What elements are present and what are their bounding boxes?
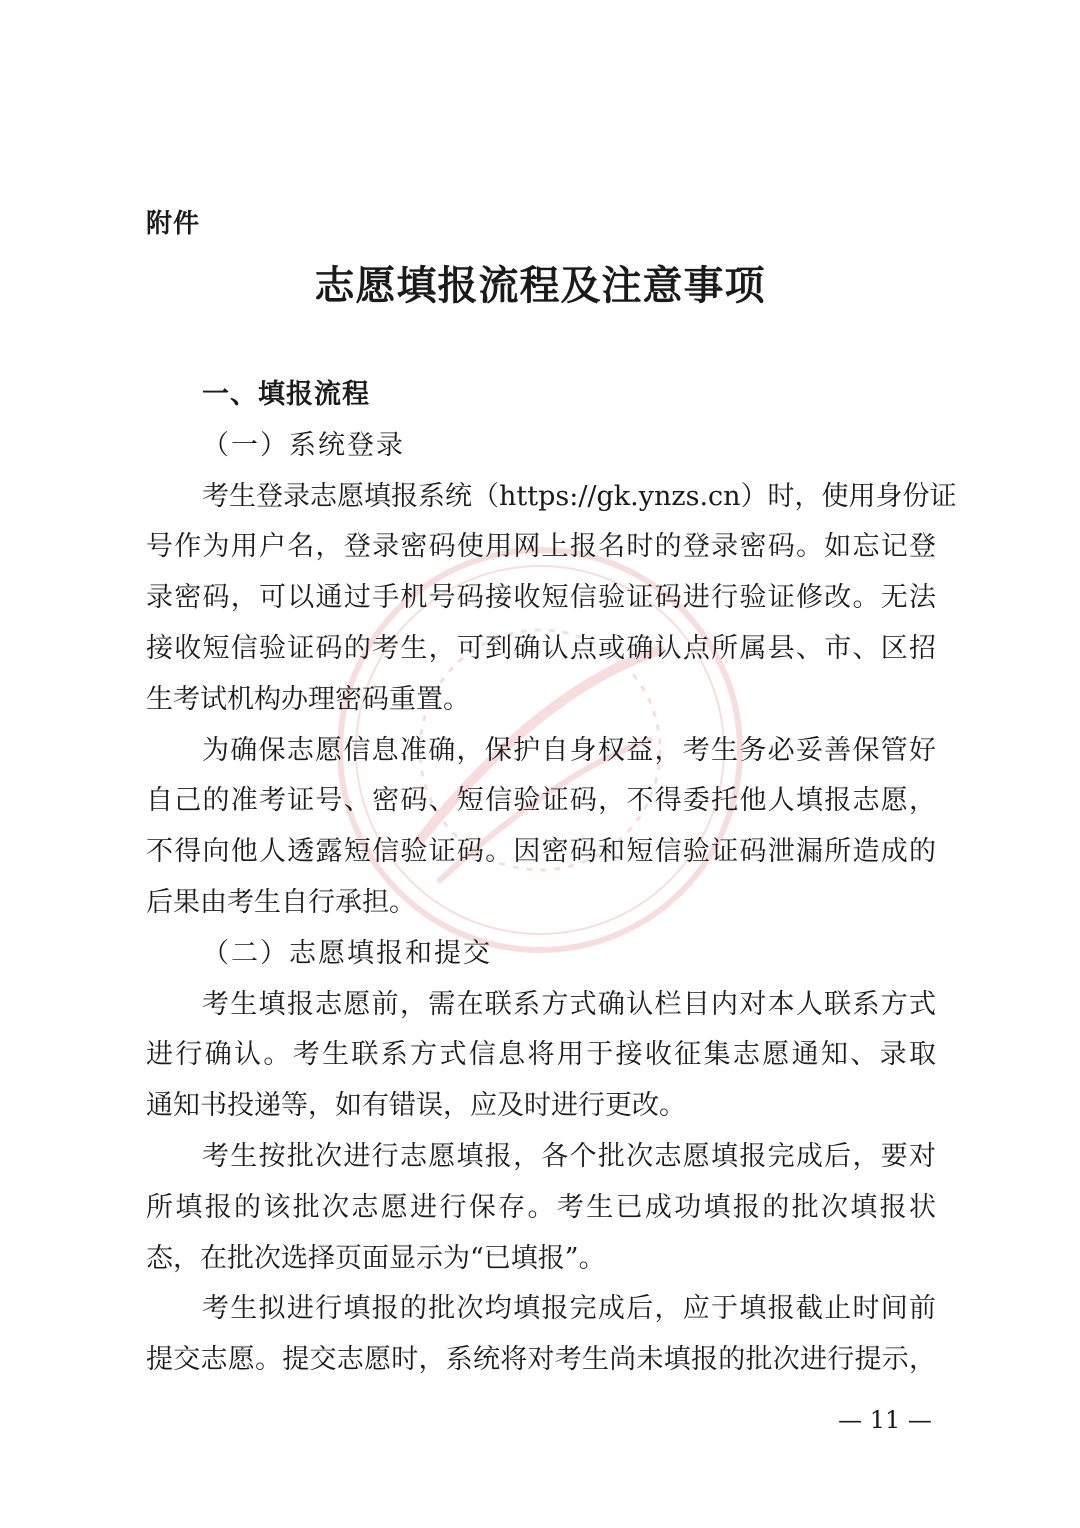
paragraph-line: 自己的准考证号、密码、短信验证码，不得委托他人填报志愿， <box>146 785 936 817</box>
paragraph-line: 考生按批次进行志愿填报，各个批次志愿填报完成后，要对 <box>202 1140 936 1172</box>
paragraph-line: 不得向他人透露短信验证码。因密码和短信验证码泄漏所造成的 <box>146 836 936 868</box>
paragraph-line: 考生登录志愿填报系统（https://gk.ynzs.cn）时，使用身份证 <box>202 480 957 512</box>
attachment-label: 附件 <box>146 209 201 239</box>
section-heading: 一、填报流程 <box>202 379 370 410</box>
paragraph-line: 为确保志愿信息准确，保护自身权益，考生务必妥善保管好 <box>202 734 936 766</box>
paragraph-line: 录密码，可以通过手机号码接收短信验证码进行验证修改。无法 <box>146 582 936 614</box>
subsection-heading: （二）志愿填报和提交 <box>202 937 492 969</box>
paragraph-line: 号作为用户名，登录密码使用网上报名时的登录密码。如忘记登 <box>146 531 936 563</box>
paragraph-line: 通知书投递等，如有错误，应及时进行更改。 <box>146 1090 686 1122</box>
paragraph-line: 提交志愿。提交志愿时，系统将对考生尚未填报的批次进行提示， <box>146 1344 936 1376</box>
paragraph-line: 所填报的该批次志愿进行保存。考生已成功填报的批次填报状 <box>146 1191 936 1223</box>
paragraph-line: 态，在批次选择页面显示为“已填报”。 <box>146 1242 606 1274</box>
paragraph-line: 进行确认。考生联系方式信息将用于接收征集志愿通知、录取 <box>146 1039 936 1071</box>
page-number: — 11 — <box>838 1406 932 1434</box>
paragraph-line: 考生填报志愿前，需在联系方式确认栏目内对本人联系方式 <box>202 988 936 1020</box>
document-body <box>146 370 957 1386</box>
paragraph-line: 生考试机构办理密码重置。 <box>146 683 470 715</box>
paragraph-line: 接收短信验证码的考生，可到确认点或确认点所属县、市、区招 <box>146 632 936 664</box>
subsection-heading: （一）系统登录 <box>202 429 405 461</box>
paragraph-line: 考生拟进行填报的批次均填报完成后，应于填报截止时间前 <box>202 1293 936 1325</box>
document-title: 志愿填报流程及注意事项 <box>314 262 766 309</box>
paragraph-line: 后果由考生自行承担。 <box>146 886 416 918</box>
